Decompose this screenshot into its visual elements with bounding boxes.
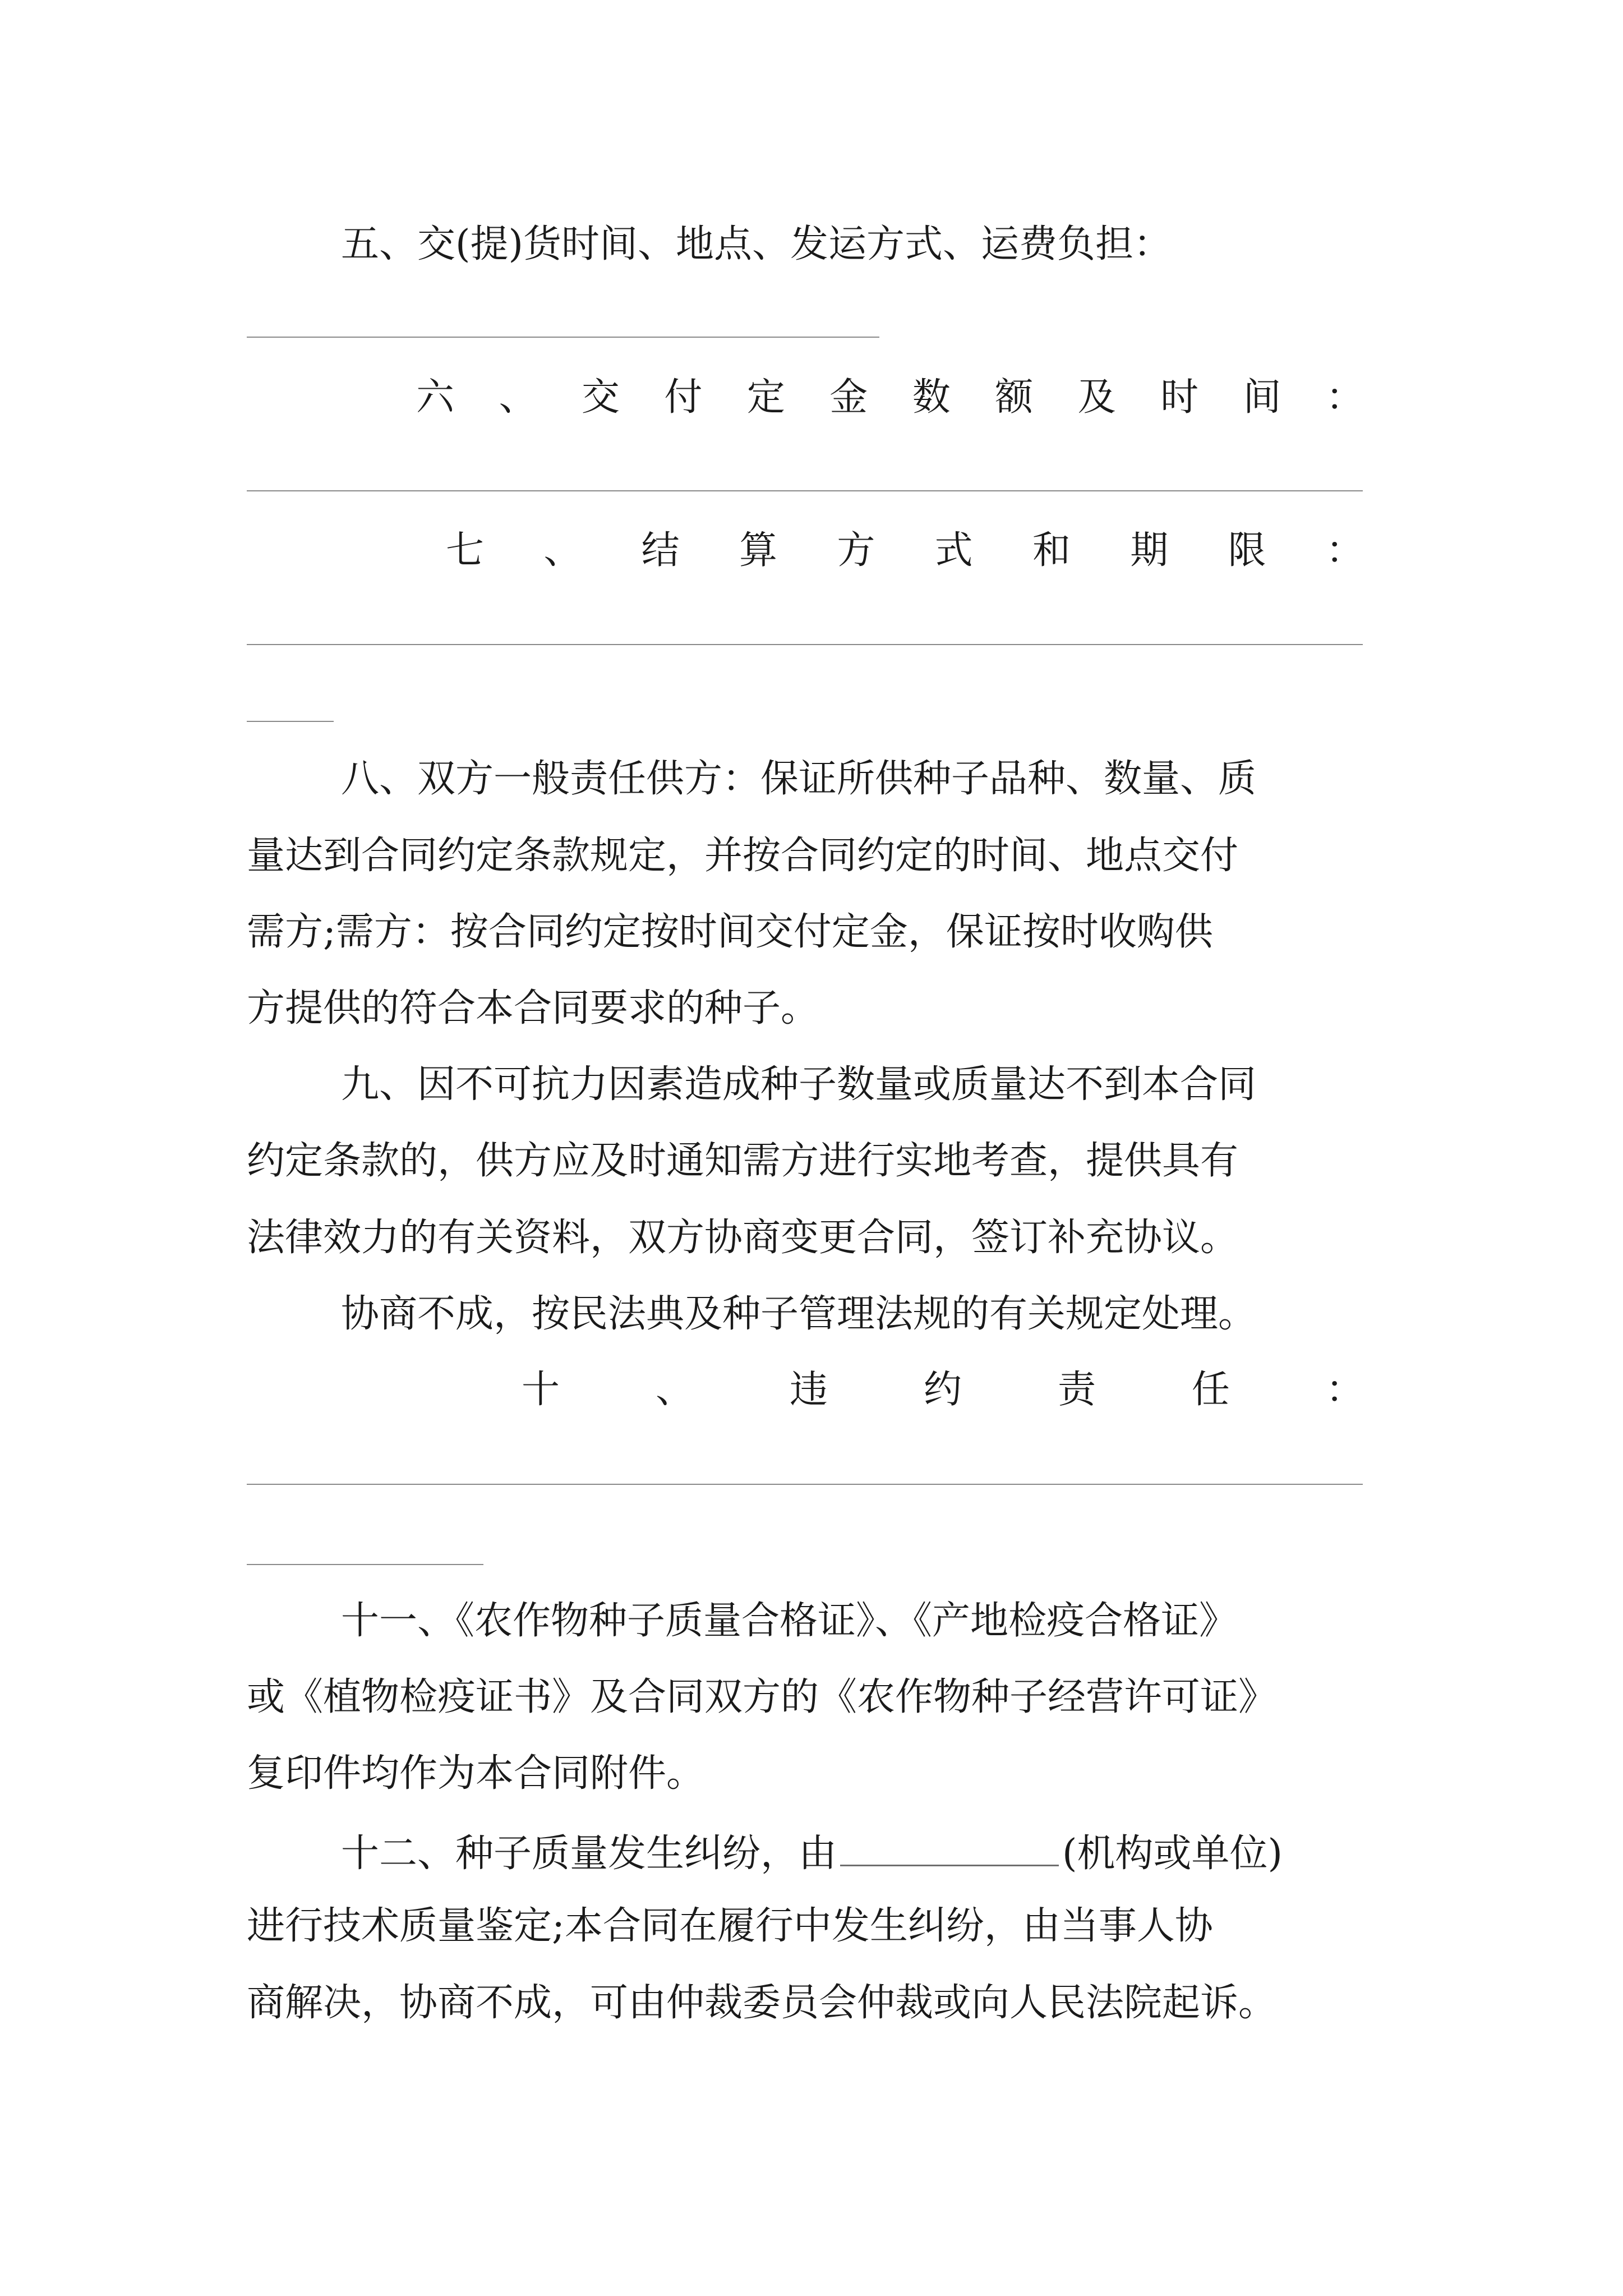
heading-char: 算 (739, 528, 777, 573)
clause-9-line: 九、因不可抗力因素造成种子数量或质量达不到本合同 (341, 1062, 1257, 1107)
heading-char: 数 (912, 375, 951, 420)
clause-11-line: 复印件均作为本合同附件。 (247, 1751, 705, 1796)
clause-12-line (341, 1831, 1283, 1876)
heading-char: 及 (1077, 375, 1116, 420)
clause-6-heading (416, 375, 1364, 420)
clause-9-line: 约定条款的，供方应及时通知需方进行实地考查，提供具有 (247, 1139, 1239, 1183)
heading-char: 间 (1243, 375, 1281, 420)
heading-char: 期 (1130, 528, 1169, 573)
clause-7-heading (446, 528, 1364, 573)
clause-9-line: 协商不成，按民法典及种子管理法规的有关规定处理。 (341, 1292, 1257, 1336)
institution-blank (840, 1831, 1059, 1866)
clause-12-line: 商解决，协商不成，可由仲裁委员会仲裁或向人民法院起诉。 (247, 1981, 1277, 2025)
fill-in-line (247, 644, 1363, 645)
heading-char: 结 (641, 528, 680, 573)
clause-8-line: 八、双方一般责任供方：保证所供种子品种、数量、质 (341, 757, 1257, 801)
heading-char: 七 (446, 528, 485, 573)
clause-11-line: 或《植物检疫证书》及合同双方的《农作物种子经营许可证》 (247, 1675, 1277, 1719)
clause-12-line: 进行技术质量鉴定;本合同在履行中发生纠纷，由当事人协 (247, 1904, 1213, 1948)
clause-8-line: 方提供的符合本合同要求的种子。 (247, 986, 819, 1030)
heading-char: 金 (829, 375, 868, 420)
fill-in-line (247, 1484, 1363, 1485)
heading-char: ： (1325, 1368, 1364, 1412)
fill-in-line (247, 1564, 483, 1565)
heading-char: 付 (664, 375, 703, 420)
heading-char: 定 (746, 375, 785, 420)
heading-char: ： (1325, 528, 1364, 573)
heading-char: 限 (1228, 528, 1266, 573)
heading-char: 六 (416, 375, 455, 420)
heading-char: 、 (655, 1368, 694, 1412)
heading-char: 和 (1032, 528, 1071, 573)
clause-5-heading: 五、交(提)货时间、地点、发运方式、运费负担： (341, 222, 1172, 266)
heading-char: 式 (934, 528, 973, 573)
fill-in-line (247, 337, 879, 338)
clause-12-text: (机构或单位) (1062, 1832, 1283, 1876)
heading-char: 十 (522, 1368, 560, 1412)
clause-10-heading (522, 1368, 1364, 1412)
fill-in-line (247, 490, 1363, 491)
heading-char: 额 (995, 375, 1034, 420)
heading-char: 方 (837, 528, 875, 573)
heading-char: 约 (923, 1368, 962, 1412)
heading-char: 、 (543, 528, 582, 573)
heading-char: 时 (1160, 375, 1199, 420)
heading-char: 责 (1057, 1368, 1096, 1412)
clause-8-line: 需方;需方：按合同约定按时间交付定金，保证按时收购供 (247, 910, 1213, 954)
heading-char: 、 (499, 375, 537, 420)
heading-char: 任 (1191, 1368, 1230, 1412)
clause-12-text: 十二、种子质量发生纠纷，由 (341, 1832, 837, 1876)
clause-11-line: 十一、《农作物种子质量合格证》、《产地检疫合格证》 (341, 1599, 1238, 1643)
heading-char: ： (1325, 375, 1364, 420)
clause-9-line: 法律效力的有关资料，双方协商变更合同，签订补充协议。 (247, 1216, 1239, 1260)
heading-char: 交 (581, 375, 620, 420)
fill-in-line (247, 721, 334, 722)
heading-char: 违 (789, 1368, 828, 1412)
clause-8-line: 量达到合同约定条款规定，并按合同约定的时间、地点交付 (247, 834, 1239, 878)
